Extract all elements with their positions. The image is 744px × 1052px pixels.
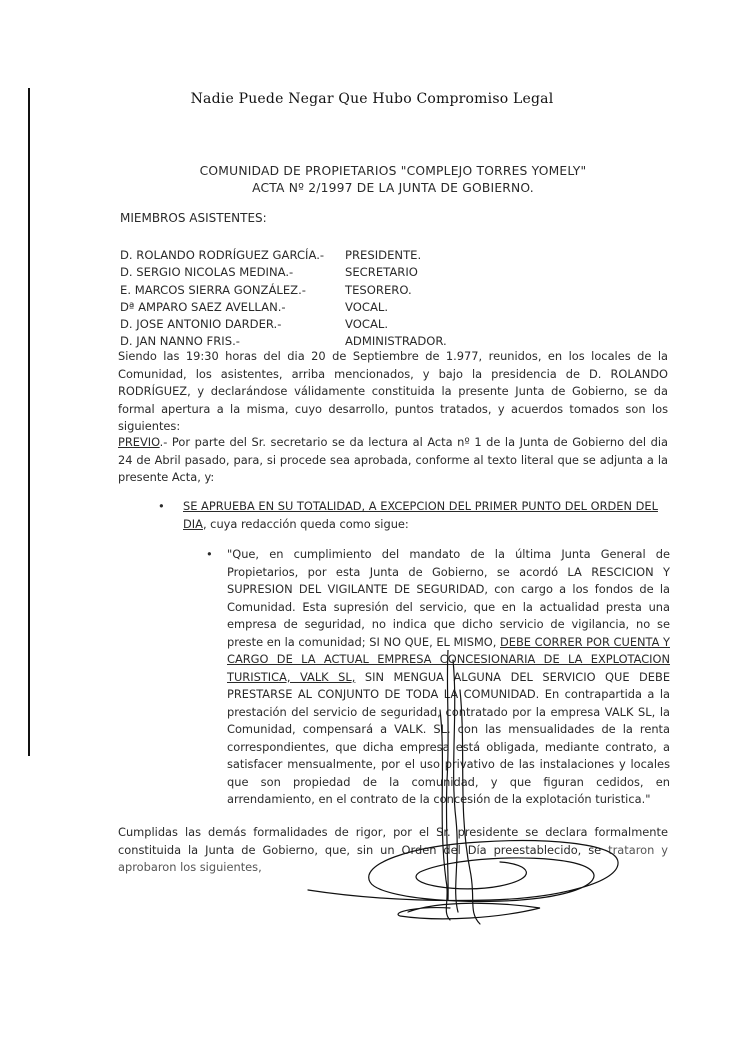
member-name: D. JAN NANNO FRIS.- — [120, 334, 240, 349]
resolution-text — [227, 546, 670, 809]
previo-label: PREVIO — [118, 435, 160, 449]
closing-last-line: trataron y aprobaron los siguientes, — [118, 842, 669, 874]
member-row — [120, 264, 447, 281]
member-row — [120, 282, 447, 299]
member-role: VOCAL. — [345, 317, 389, 332]
bullet-icon: • — [158, 499, 165, 513]
opening-paragraph: Siendo las 19:30 horas del dia 20 de Septiembre de 1.977, reunidos, en los locales de la Comunidad, los asistentes, arriba mencionados, y bajo la presidencia de D. ROLANDO RODRÍGUEZ, y declarándose válidamente constituida la presente Junta de Gobierno, se da formal apertura a la misma, cuyo desarrollo, puntos tratados, y acuerdos tomados son los siguientes: — [118, 349, 668, 433]
closing-paragraph — [118, 824, 668, 877]
member-role: VOCAL. — [345, 299, 389, 314]
member-name: Dª AMPARO SAEZ AVELLAN.- — [120, 299, 286, 314]
members-list — [120, 247, 447, 351]
signature-stroke — [398, 903, 540, 919]
member-name: E. MARCOS SIERRA GONZÁLEZ.- — [120, 282, 306, 297]
member-role: PRESIDENTE. — [345, 248, 422, 262]
member-row — [120, 247, 447, 264]
closing-text: Cumplidas las demás formalidades de rigor, por el Sr. presidente se declara formalmente constituida la Junta de Gobierno, que, sin un Orden del Día preestablecido, se — [118, 825, 668, 857]
document-heading-community: COMUNIDAD DE PROPIETARIOS "COMPLEJO TORRES YOMELY" — [199, 164, 587, 178]
resolution-part1: "Que, en cumplimiento del mandato de la última Junta General de Propietarios, por esta Junta de Gobierno, se acordó LA RESCICION Y SUPRESION DEL VIGILANTE DE SEGURIDAD, con cargo a los fondos de la Comunidad. Esta supresión del servicio, que en la actualidad presta una empresa de seguridad, no indica que dicho servicio de vigilancia, no se preste en la comunidad; SI NO QUE, EL MISMO, — [227, 547, 670, 649]
member-role: ADMINISTRADOR. — [345, 334, 447, 349]
bullet-icon: • — [206, 547, 213, 561]
previo-text: .- Por parte del Sr. secretario se da lectura al Acta nº 1 de la Junta de Gobierno del dia 24 de Abril pasado, para, si procede sea aprobada, conforme al texto literal que se adjunta a la presente Acta, y: — [118, 435, 668, 484]
member-role: SECRETARIO — [345, 265, 418, 280]
quoted-resolution — [206, 546, 670, 809]
resolution-part2: SIN MENGUA ALGUNA DEL SERVICIO QUE DEBE PRESTARSE AL CONJUNTO DE TODA LA COMUNIDAD. En contrapartida a la prestación del servicio de seguridad, contratado por la empresa VALK SL, la Comunidad, compensará a VALK. SL. con las mensualidades de la renta correspondientes, que dicha empresa está obligada, mediante contrato, a satisfacer mensualmente, por el uso privativo de las instalaciones y locales que son propiedad de la comunidad, y que figuran cedidos, en arrendamiento, en el contrato de la concesión de la explotación turistica." — [227, 669, 671, 806]
previo-paragraph — [118, 434, 668, 487]
member-name: D. ROLANDO RODRÍGUEZ GARCÍA.- — [120, 248, 325, 262]
approval-underlined: SE APRUEBA EN SU TOTALIDAD, A EXCEPCION DEL PRIMER PUNTO DEL ORDEN DEL DIA — [183, 499, 658, 531]
member-row — [120, 316, 447, 333]
page-title: Nadie Puede Negar Que Hubo Compromiso Legal — [190, 91, 554, 107]
approval-bullet — [158, 498, 670, 533]
members-label: MIEMBROS ASISTENTES: — [120, 211, 267, 225]
margin-rule — [28, 88, 30, 756]
approval-rest: , cuya redacción queda como sigue: — [202, 516, 409, 531]
member-role: TESORERO. — [345, 282, 412, 297]
member-name: D. JOSE ANTONIO DARDER.- — [120, 317, 282, 332]
member-name: D. SERGIO NICOLAS MEDINA.- — [120, 265, 294, 280]
document-heading-acta: ACTA Nº 2/1997 DE LA JUNTA DE GOBIERNO. — [252, 181, 534, 195]
resolution-underlined: DEBE CORRER POR CUENTA Y CARGO DE LA ACTUAL EMPRESA CONCESIONARIA DE LA EXPLOTACION TURISTICA, VALK SL, — [227, 634, 670, 684]
approval-text — [183, 498, 670, 533]
member-row — [120, 299, 447, 316]
